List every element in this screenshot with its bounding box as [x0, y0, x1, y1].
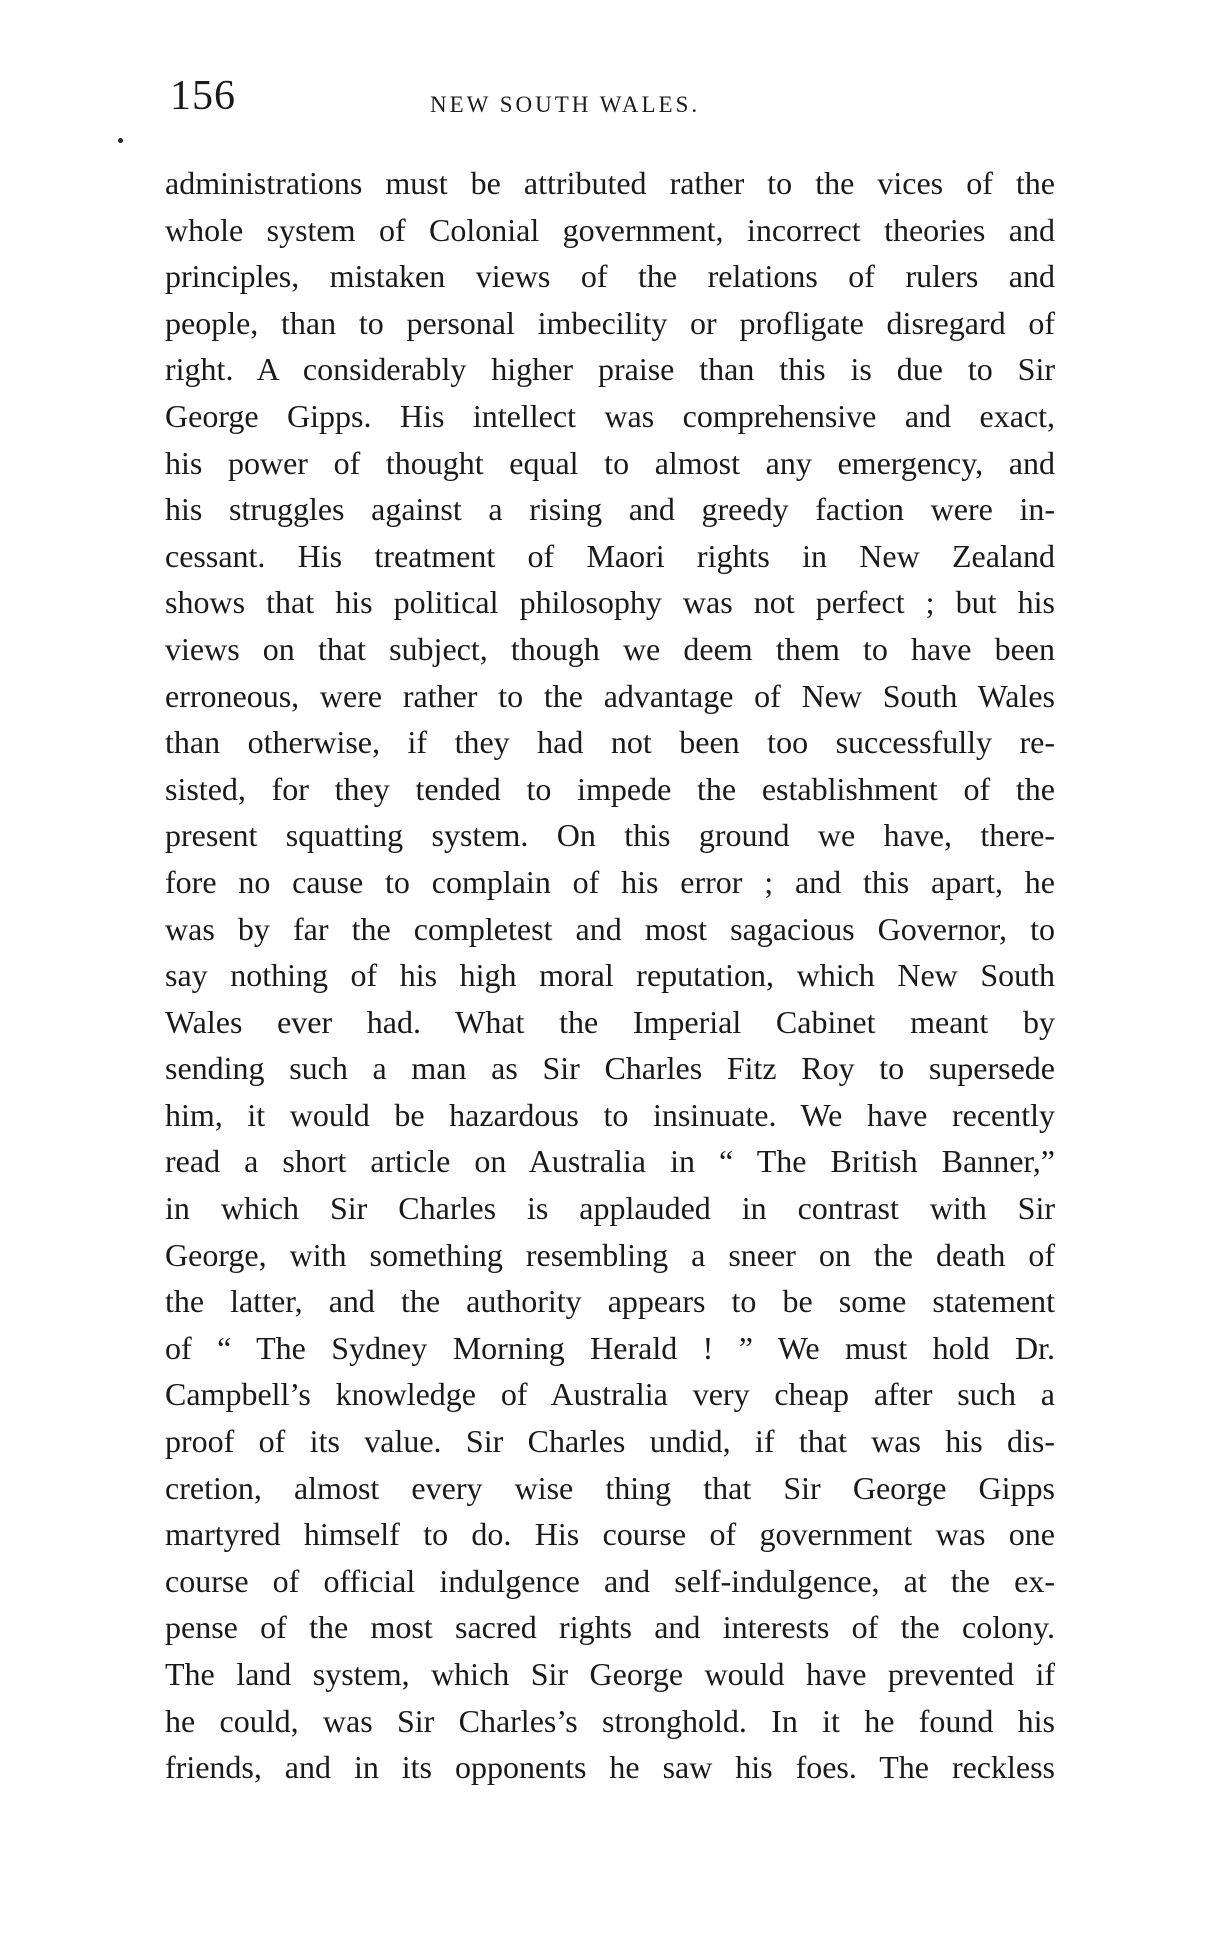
text-line: his struggles against a rising and greedy faction were in- — [165, 491, 1055, 528]
text-line: whole system of Colonial government, incorrect theories and — [165, 211, 1055, 248]
text-line: proof of its value. Sir Charles undid, if that was his dis- — [165, 1423, 1055, 1460]
text-line: administrations must be attributed rather to the vices of the — [165, 165, 1055, 201]
text-line: people, than to personal imbecility or profligate disregard of — [165, 304, 1055, 341]
text-line: principles, mistaken views of the relations of rulers and — [165, 258, 1055, 295]
text-line: the latter, and the authority appears to be some statement — [165, 1283, 1055, 1320]
text-line: say nothing of his high moral reputation, which New South — [165, 957, 1055, 994]
text-line: sisted, for they tended to impede the establishment of the — [165, 770, 1055, 807]
text-line: George, with something resembling a sneer on the death of — [165, 1236, 1055, 1273]
text-line: him, it would be hazardous to insinuate. We have recently — [165, 1096, 1055, 1133]
text-line: George Gipps. His intellect was comprehensive and exact, — [165, 397, 1055, 434]
text-line: in which Sir Charles is applauded in contrast with Sir — [165, 1190, 1055, 1227]
text-line: course of official indulgence and self-indulgence, at the ex- — [165, 1562, 1055, 1599]
text-line: he could, was Sir Charles’s stronghold. In it he found his — [165, 1702, 1055, 1739]
page-number: 156 — [170, 73, 236, 119]
text-line: fore no cause to complain of his error ; and this apart, he — [165, 863, 1055, 900]
text-line: cretion, almost every wise thing that Sir George Gipps — [165, 1469, 1055, 1506]
text-line: Campbell’s knowledge of Australia very cheap after such a — [165, 1376, 1055, 1413]
text-line: than otherwise, if they had not been too successfully re- — [165, 724, 1055, 761]
body-text — [165, 160, 1055, 1791]
running-head: NEW SOUTH WALES. — [430, 92, 701, 117]
text-line: of “ The Sydney Morning Herald ! ” We must hold Dr. — [165, 1329, 1055, 1366]
text-line: his power of thought equal to almost any emergency, and — [165, 444, 1055, 481]
text-line: right. A considerably higher praise than this is due to Sir — [165, 351, 1055, 388]
text-line: views on that subject, though we deem them to have been — [165, 630, 1055, 667]
text-line: present squatting system. On this ground we have, there- — [165, 817, 1055, 854]
text-line: sending such a man as Sir Charles Fitz Roy to supersede — [165, 1050, 1055, 1087]
text-line: shows that his political philosophy was not perfect ; but his — [165, 584, 1055, 621]
text-line: Wales ever had. What the Imperial Cabinet meant by — [165, 1003, 1055, 1040]
margin-dot — [118, 138, 123, 143]
text-line: erroneous, were rather to the advantage of New South Wales — [165, 677, 1055, 714]
text-line: was by far the completest and most sagacious Governor, to — [165, 910, 1055, 947]
text-line: martyred himself to do. His course of government was one — [165, 1516, 1055, 1553]
text-line: read a short article on Australia in “ The British Banner,” — [165, 1143, 1055, 1180]
text-line: friends, and in its opponents he saw his foes. The reckless — [165, 1749, 1055, 1786]
text-line: cessant. His treatment of Maori rights in New Zealand — [165, 537, 1055, 574]
text-line: pense of the most sacred rights and interests of the colony. — [165, 1609, 1055, 1646]
text-line: The land system, which Sir George would have prevented if — [165, 1656, 1055, 1692]
